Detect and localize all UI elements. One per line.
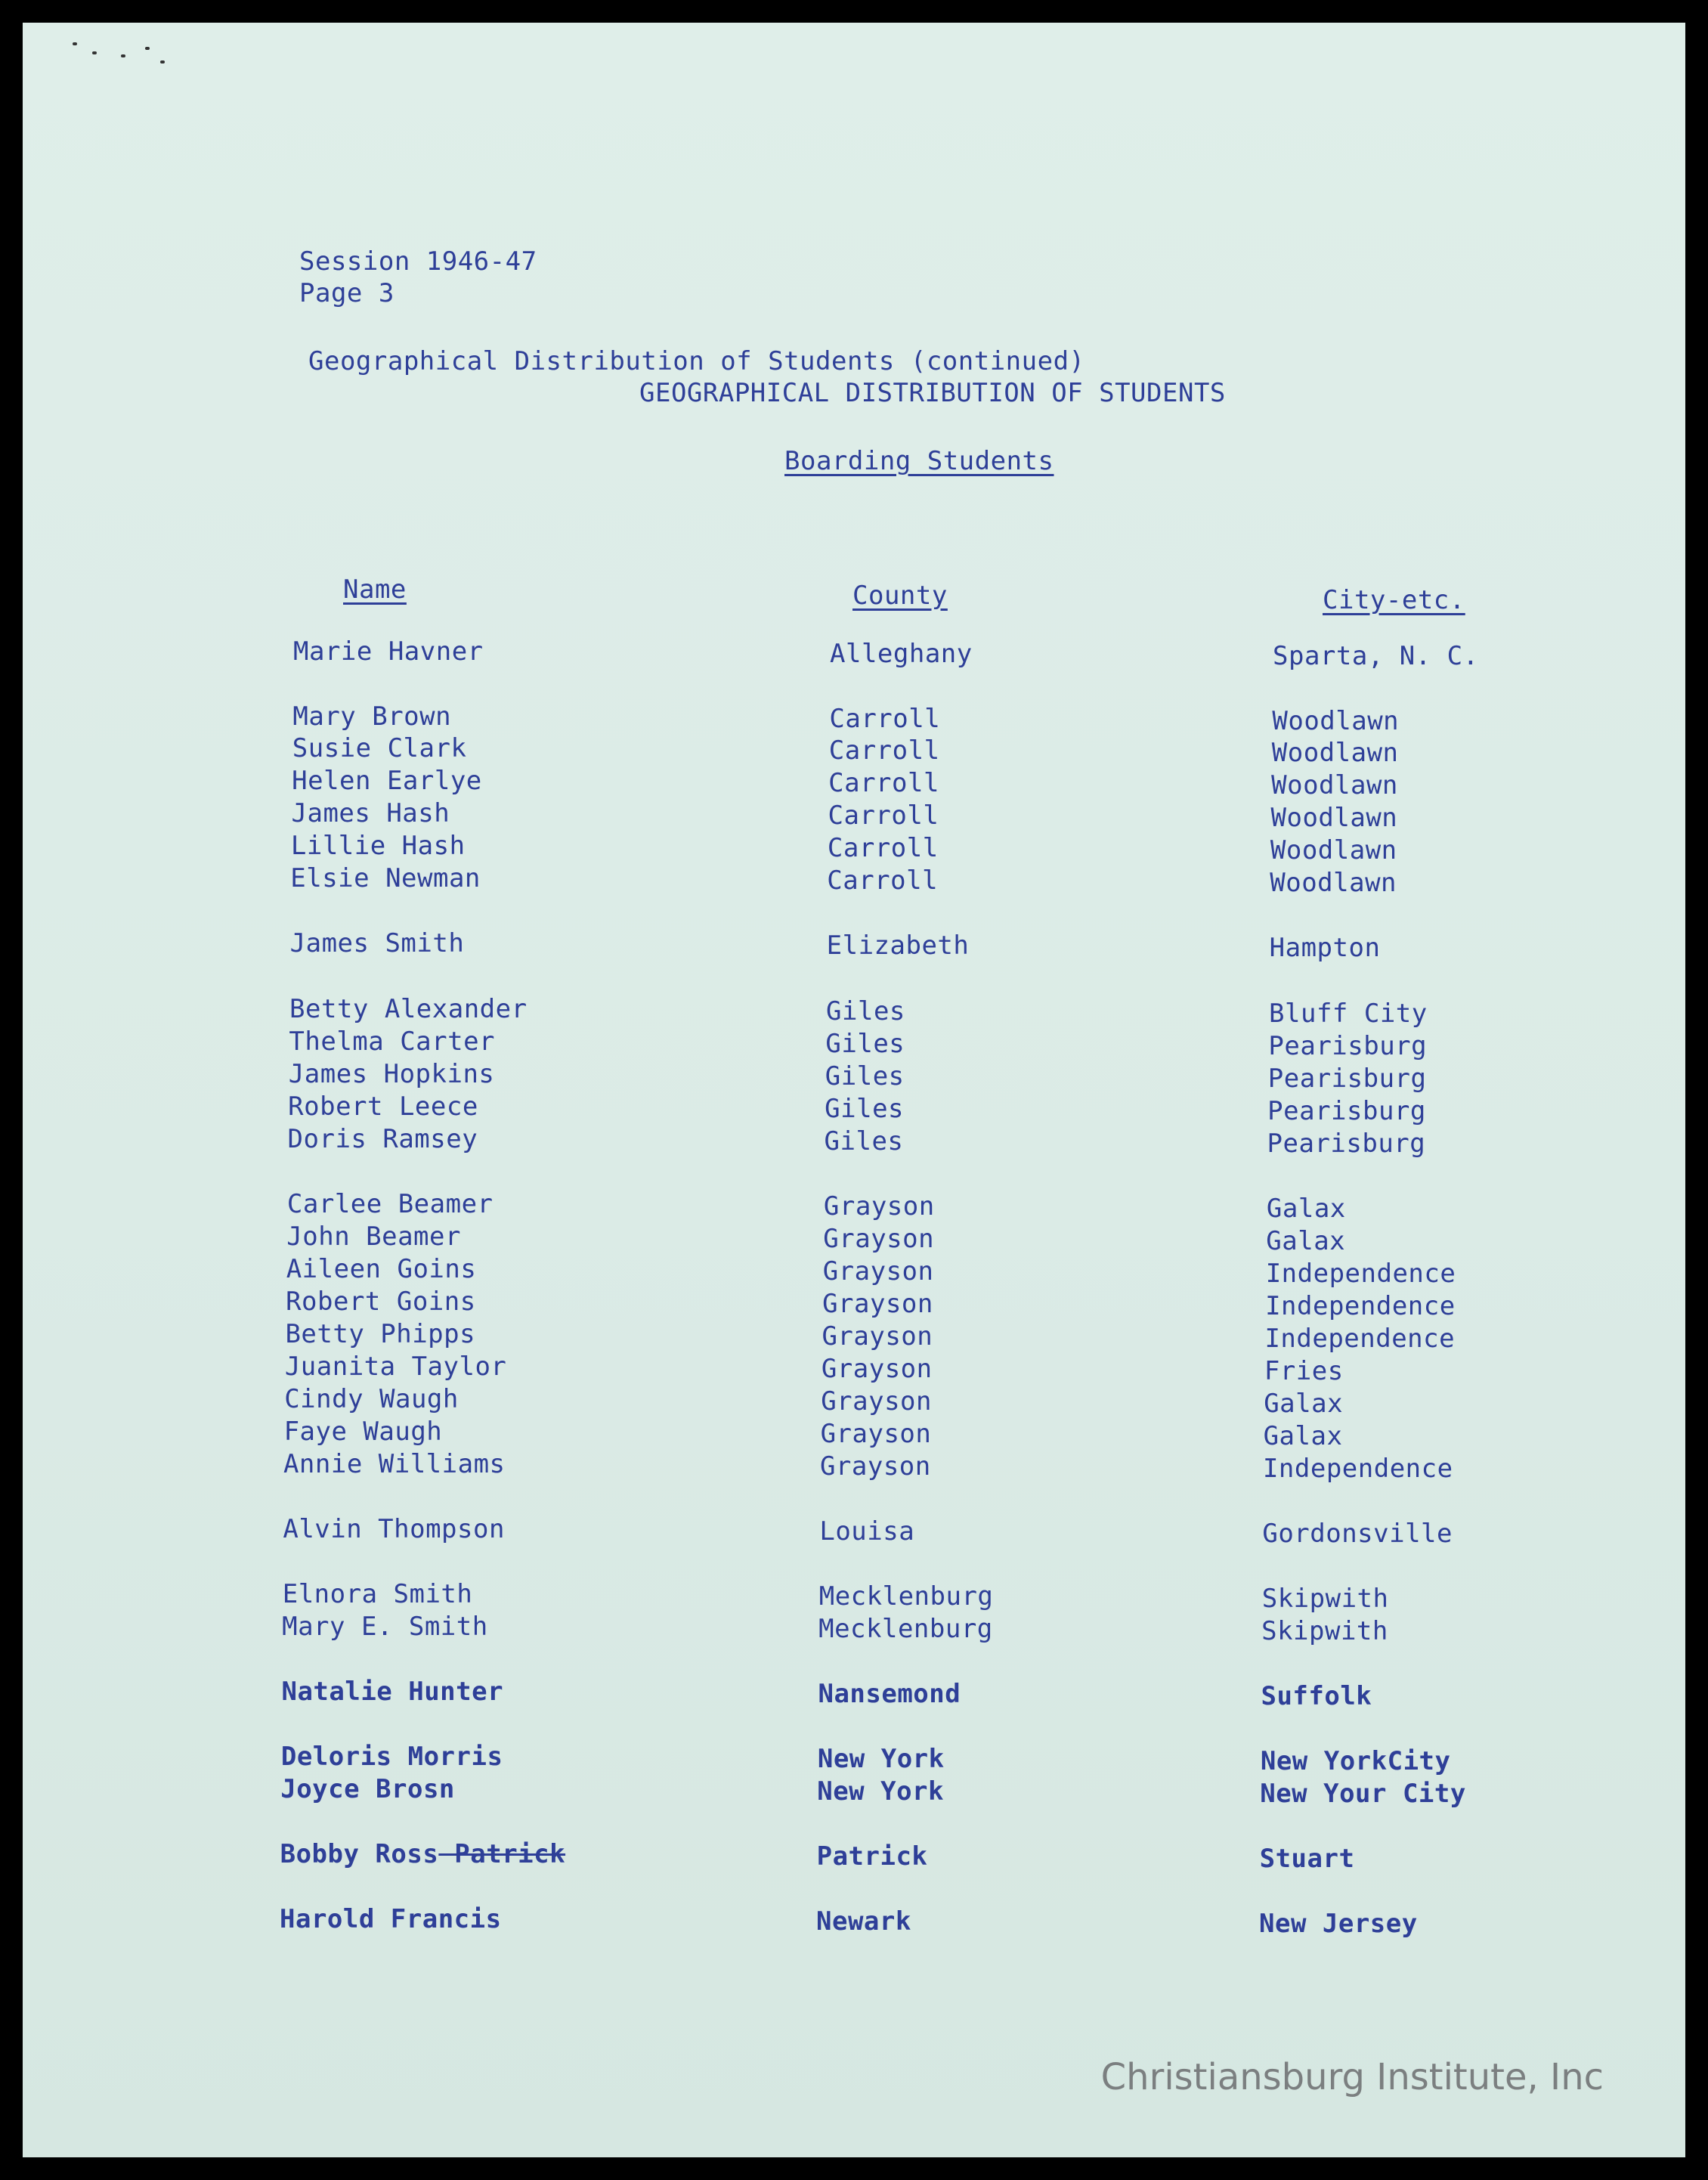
cell-name: John Beamer bbox=[286, 1222, 461, 1252]
cell-county: Giles bbox=[825, 1029, 905, 1059]
column-header-county: County bbox=[852, 581, 948, 611]
cell-county: Mecklenburg bbox=[818, 1614, 993, 1644]
cell-name: Mary Brown bbox=[292, 701, 452, 732]
cell-county: Carroll bbox=[827, 865, 939, 896]
cell-city: Woodlawn bbox=[1272, 706, 1400, 736]
cell-name: James Smith bbox=[289, 928, 465, 958]
cell-county: Carroll bbox=[827, 833, 939, 863]
cell-county: Elizabeth bbox=[826, 931, 970, 961]
cell-name: Annie Williams bbox=[283, 1449, 506, 1479]
cell-city: Woodlawn bbox=[1271, 770, 1398, 800]
cell-name: Mary E. Smith bbox=[282, 1612, 488, 1642]
cell-county: Grayson bbox=[819, 1451, 931, 1482]
page-number: Page 3 bbox=[299, 278, 395, 308]
cell-city: Galax bbox=[1266, 1226, 1346, 1256]
cell-city: Independence bbox=[1262, 1454, 1453, 1484]
cell-name: Elsie Newman bbox=[290, 863, 481, 893]
cell-city: Woodlawn bbox=[1270, 835, 1397, 865]
cell-county: Grayson bbox=[823, 1191, 935, 1222]
cell-name: Lillie Hash bbox=[290, 831, 466, 861]
cell-name: Deloris Morris bbox=[280, 1742, 503, 1772]
cell-name: Cindy Waugh bbox=[284, 1384, 459, 1414]
cell-city: Suffolk bbox=[1261, 1681, 1372, 1711]
cell-county: Carroll bbox=[828, 735, 940, 766]
cell-name: Bobby Ross Patrick bbox=[280, 1839, 566, 1869]
cell-city: Bluff City bbox=[1269, 999, 1428, 1029]
cell-county: Grayson bbox=[822, 1321, 933, 1352]
cell-county: Alleghany bbox=[830, 639, 973, 669]
cell-name: Thelma Carter bbox=[289, 1027, 496, 1057]
cell-name: Betty Phipps bbox=[285, 1319, 476, 1349]
cell-city: New Jersey bbox=[1259, 1909, 1418, 1939]
cell-city: Pearisburg bbox=[1267, 1064, 1427, 1094]
cell-name: James Hopkins bbox=[288, 1059, 495, 1089]
cell-name: Doris Ramsey bbox=[287, 1124, 478, 1154]
cell-name: Natalie Hunter bbox=[281, 1677, 504, 1707]
cell-city: Galax bbox=[1266, 1194, 1346, 1224]
cell-county: Grayson bbox=[823, 1224, 935, 1254]
cell-city: Woodlawn bbox=[1271, 738, 1399, 768]
cell-county: Giles bbox=[826, 996, 905, 1027]
cell-name: Faye Waugh bbox=[283, 1417, 443, 1447]
cell-county: New York bbox=[817, 1744, 945, 1774]
cell-city: Sparta, N. C. bbox=[1273, 641, 1479, 671]
cell-city: Skipwith bbox=[1261, 1584, 1389, 1614]
cell-county: Giles bbox=[825, 1094, 905, 1124]
watermark: Christiansburg Institute, Inc bbox=[1100, 2056, 1604, 2098]
cell-city: Hampton bbox=[1269, 933, 1381, 963]
cell-county: Nansemond bbox=[818, 1679, 961, 1709]
cell-county: Patrick bbox=[816, 1841, 928, 1872]
cell-city: Independence bbox=[1265, 1291, 1456, 1321]
cell-city: Independence bbox=[1265, 1259, 1456, 1289]
cell-name: Carlee Beamer bbox=[286, 1189, 494, 1219]
cell-county: Grayson bbox=[822, 1256, 934, 1287]
cell-city: Pearisburg bbox=[1267, 1096, 1426, 1126]
cell-name: Robert Leece bbox=[288, 1092, 478, 1122]
cell-county: Giles bbox=[824, 1126, 904, 1157]
cell-county: Carroll bbox=[829, 704, 941, 734]
cell-county: Mecklenburg bbox=[818, 1581, 994, 1612]
cell-county: Giles bbox=[825, 1061, 905, 1092]
cell-county: Carroll bbox=[828, 800, 939, 831]
cell-city: Stuart bbox=[1259, 1844, 1355, 1874]
cell-city: Woodlawn bbox=[1270, 868, 1397, 898]
cell-city: Skipwith bbox=[1261, 1616, 1388, 1646]
cell-county: Newark bbox=[816, 1906, 911, 1937]
cell-name: James Hash bbox=[291, 798, 450, 828]
cell-city: Galax bbox=[1263, 1421, 1343, 1451]
cell-county: Grayson bbox=[821, 1354, 933, 1384]
cell-name: Robert Goins bbox=[286, 1287, 476, 1317]
cell-county: Louisa bbox=[819, 1516, 915, 1547]
cell-name: Harold Francis bbox=[280, 1904, 502, 1934]
cell-city: Pearisburg bbox=[1267, 1129, 1426, 1159]
cell-city: Pearisburg bbox=[1268, 1031, 1428, 1061]
cell-name: Susie Clark bbox=[292, 733, 467, 763]
cell-name: Betty Alexander bbox=[289, 994, 528, 1024]
cell-name: Marie Havner bbox=[293, 636, 484, 667]
cell-city: Fries bbox=[1264, 1356, 1344, 1386]
cell-county: Grayson bbox=[820, 1419, 932, 1449]
column-header-name: Name bbox=[343, 574, 407, 605]
cell-city: Galax bbox=[1264, 1389, 1344, 1419]
title-continued: Geographical Distribution of Students (continued) bbox=[308, 346, 1085, 376]
title-upper: GEOGRAPHICAL DISTRIBUTION OF STUDENTS bbox=[639, 378, 1226, 408]
cell-county: Grayson bbox=[822, 1289, 933, 1319]
cell-city: New YorkCity bbox=[1260, 1746, 1451, 1776]
cell-county: Carroll bbox=[828, 768, 939, 798]
cell-name: Aileen Goins bbox=[286, 1254, 477, 1284]
cell-city: Independence bbox=[1264, 1324, 1456, 1354]
cell-name: Helen Earlye bbox=[292, 766, 482, 796]
paper-specks bbox=[73, 42, 209, 80]
cell-city: New Your City bbox=[1260, 1779, 1466, 1809]
session-line: Session 1946-47 bbox=[299, 246, 537, 277]
cell-name: Alvin Thompson bbox=[283, 1514, 505, 1544]
cell-city: Gordonsville bbox=[1262, 1519, 1453, 1549]
cell-county: New York bbox=[817, 1776, 944, 1807]
cell-name: Joyce Brosn bbox=[280, 1774, 455, 1804]
cell-name: Juanita Taylor bbox=[284, 1352, 507, 1382]
cell-county: Grayson bbox=[821, 1386, 932, 1417]
document-page bbox=[23, 23, 1685, 2157]
cell-city: Woodlawn bbox=[1270, 803, 1398, 833]
section-heading: Boarding Students bbox=[784, 446, 1054, 476]
struck-text: Patrick bbox=[438, 1839, 566, 1869]
cell-name: Elnora Smith bbox=[282, 1579, 473, 1609]
column-header-city: City-etc. bbox=[1323, 585, 1465, 615]
